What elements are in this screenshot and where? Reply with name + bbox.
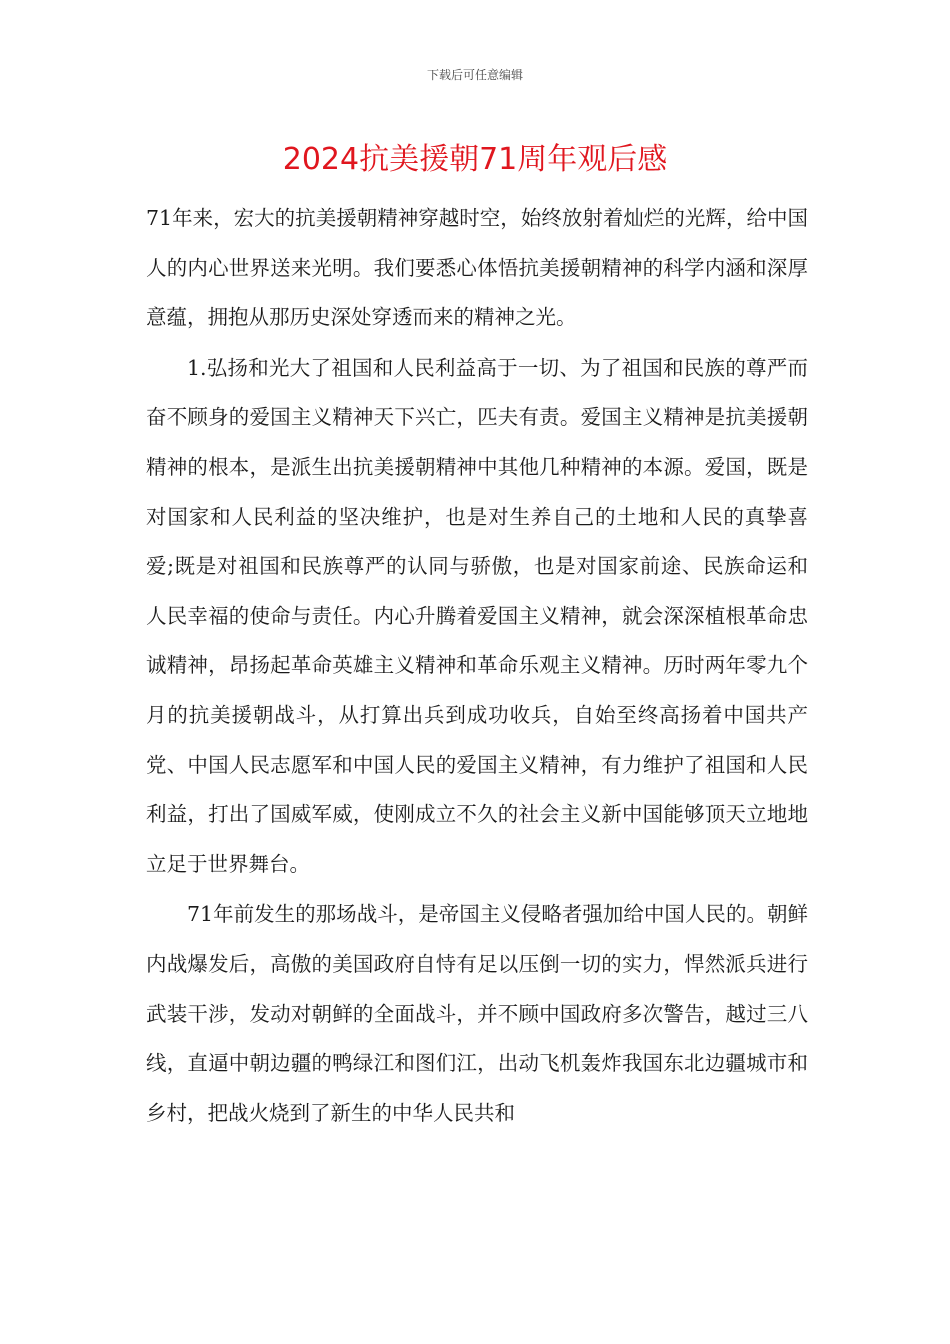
paragraph: 71年前发生的那场战斗，是帝国主义侵略者强加给中国人民的。朝鲜内战爆发后，高傲的美国政府自恃有足以压倒一切的实力，悍然派兵进行武装干涉，发动对朝鲜的全面战斗，并不顾中国政府多次警告，越过三八线，直逼中朝边疆的鸭绿江和图们江，出动飞机轰炸我国东北边疆城市和乡村，把战火烧到了新生的中华人民共和 bbox=[146, 902, 808, 1125]
paragraph: 71年来，宏大的抗美援朝精神穿越时空，始终放射着灿烂的光辉，给中国人的内心世界送来光明。我们要悉心体悟抗美援朝精神的科学内涵和深厚意蕴，拥抱从那历史深处穿透而来的精神之光。 bbox=[146, 206, 808, 330]
header-note: 下载后可任意编辑 bbox=[426, 68, 523, 82]
paragraph: 1.弘扬和光大了祖国和人民利益高于一切、为了祖国和民族的尊严而奋不顾身的爱国主义精神天下兴亡，匹夫有责。爱国主义精神是抗美援朝精神的根本，是派生出抗美援朝精神中其他几种精神的本源。爱国，既是对国家和人民利益的坚决维护，也是对生养自己的土地和人民的真挚喜爱;既是对祖国和民族尊严的认同与骄傲，也是对国家前途、民族命运和人民幸福的使命与责任。内心升腾着爱国主义精神，就会深深植根革命忠诚精神，昂扬起革命英雄主义精神和革命乐观主义精神。历时两年零九个月的抗美援朝战斗，从打算出兵到成功收兵，自始至终高扬着中国共产党、中国人民志愿军和中国人民的爱国主义精神，有力维护了祖国和人民利益，打出了国威军威，使刚成立不久的社会主义新中国能够顶天立地地立足于世界舞台。 bbox=[146, 355, 808, 876]
document-title: 2024抗美援朝71周年观后感 bbox=[282, 142, 668, 177]
document-body bbox=[146, 194, 808, 1139]
